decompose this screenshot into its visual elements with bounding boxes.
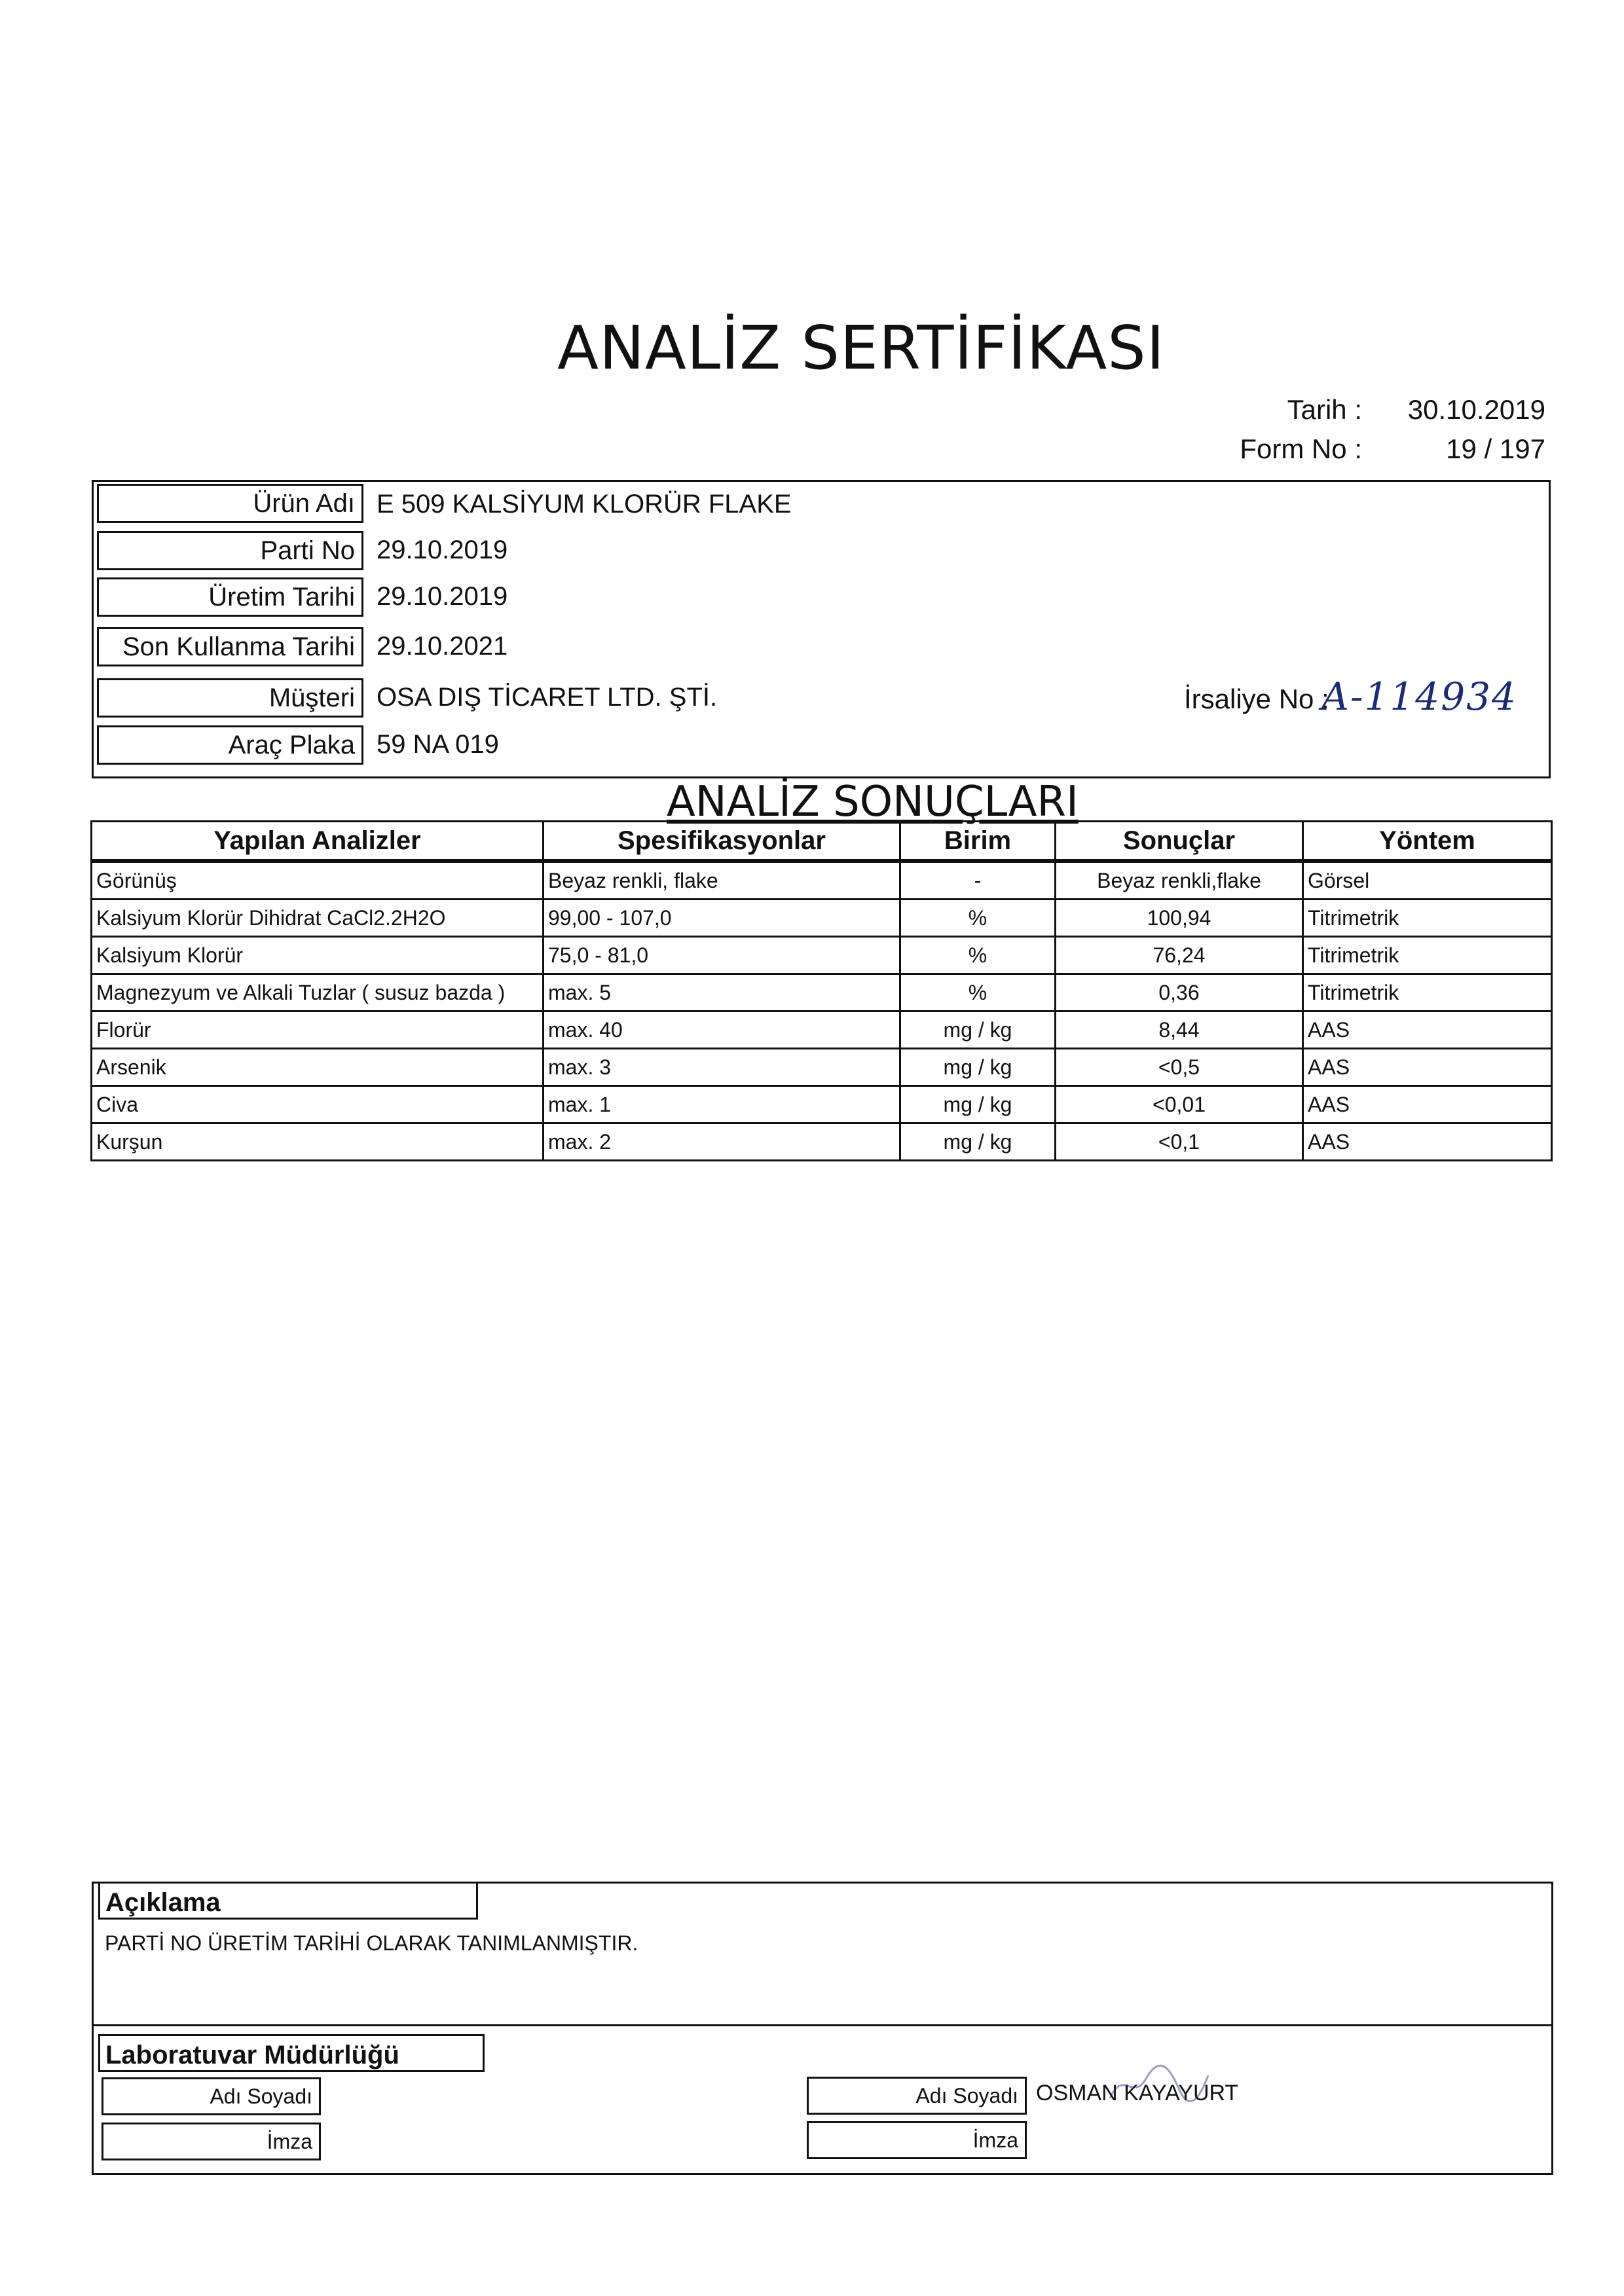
results-title: ANALİZ SONUÇLARI [667,778,1079,826]
method: AAS [1303,1123,1552,1161]
analysis-name: Magnezyum ve Alkali Tuzlar ( susuz bazda ) [92,974,544,1011]
product-name-label: Ürün Adı [97,484,363,523]
specification: max. 1 [544,1086,900,1123]
specification: 75,0 - 81,0 [544,937,900,974]
description-text: PARTİ NO ÜRETİM TARİHİ OLARAK TANIMLANMIŞTIR. [105,1931,638,1955]
expiry-date-label: Son Kullanma Tarihi [97,627,363,666]
method: AAS [1303,1011,1552,1049]
unit: % [900,937,1056,974]
table-row [92,937,1552,974]
table-row [92,1011,1552,1049]
vehicle-plate-value: 59 NA 019 [377,730,499,759]
col-header-analyses: Yapılan Analizler [92,822,544,862]
right-signature-label: İmza [807,2121,1027,2159]
method: AAS [1303,1049,1552,1086]
table-row [92,900,1552,937]
col-header-method: Yöntem [1303,822,1552,862]
waybill-no-handwritten: A-114934 [1321,674,1517,719]
lab-heading: Laboratuvar Müdürlüğü [98,2034,485,2072]
product-name-value: E 509 KALSİYUM KLORÜR FLAKE [377,490,792,519]
handwritten-signature [1107,2062,1211,2115]
waybill-no-label: İrsaliye No : [1184,683,1329,714]
batch-no-value: 29.10.2019 [377,536,508,564]
date-value: 30.10.2019 [1407,394,1545,425]
customer-value: OSA DIŞ TİCARET LTD. ŞTİ. [377,683,718,712]
unit: mg / kg [900,1086,1056,1123]
result: 0,36 [1056,974,1303,1011]
table-row [92,1123,1552,1161]
document-title: ANALİZ SERTİFİKASI [557,313,1165,383]
form-no-value: 19 / 197 [1446,433,1545,464]
method: Titrimetrik [1303,937,1552,974]
specification: max. 2 [544,1123,900,1161]
analysis-name: Kurşun [92,1123,544,1161]
table-row [92,974,1552,1011]
signature-scribble [1107,2062,1211,2108]
specification: max. 3 [544,1049,900,1086]
table-row [92,861,1552,900]
batch-no-label: Parti No [97,531,363,570]
analysis-name: Arsenik [92,1049,544,1086]
customer-label: Müşteri [97,678,363,718]
unit: % [900,900,1056,937]
production-date-value: 29.10.2019 [377,582,508,611]
results-table [90,820,1553,1161]
method: Görsel [1303,861,1552,900]
form-no-label: Form No : [1240,433,1362,464]
analysis-name: Florür [92,1011,544,1049]
analysis-name: Civa [92,1086,544,1123]
analysis-name: Kalsiyum Klorür Dihidrat CaCl2.2H2O [92,900,544,937]
method: Titrimetrik [1303,900,1552,937]
result: 100,94 [1056,900,1303,937]
lab-manager-name: OSMAN KAYAYURT [1036,2081,1239,2105]
table-row [92,1086,1552,1123]
unit: - [900,861,1056,900]
left-name-label: Adı Soyadı [101,2077,321,2115]
result: <0,1 [1056,1123,1303,1161]
col-header-results: Sonuçlar [1056,822,1303,862]
production-date-label: Üretim Tarihi [97,577,363,617]
right-name-label: Adı Soyadı [807,2077,1027,2115]
unit: mg / kg [900,1049,1056,1086]
method: AAS [1303,1086,1552,1123]
analysis-name: Kalsiyum Klorür [92,937,544,974]
expiry-date-value: 29.10.2021 [377,632,508,661]
result: 76,24 [1056,937,1303,974]
specification: max. 40 [544,1011,900,1049]
specification: max. 5 [544,974,900,1011]
specification: 99,00 - 107,0 [544,900,900,937]
result: <0,5 [1056,1049,1303,1086]
results-header-row [92,822,1552,862]
analysis-name: Görünüş [92,861,544,900]
table-row [92,1049,1552,1086]
unit: mg / kg [900,1011,1056,1049]
specification: Beyaz renkli, flake [544,861,900,900]
col-header-unit: Birim [900,822,1056,862]
col-header-specifications: Spesifikasyonlar [544,822,900,862]
description-heading: Açıklama [98,1882,478,1920]
result: 8,44 [1056,1011,1303,1049]
vehicle-plate-label: Araç Plaka [97,725,363,765]
result: Beyaz renkli,flake [1056,861,1303,900]
date-label: Tarih : [1287,394,1362,425]
unit: mg / kg [900,1123,1056,1161]
result: <0,01 [1056,1086,1303,1123]
unit: % [900,974,1056,1011]
method: Titrimetrik [1303,974,1552,1011]
left-signature-label: İmza [101,2123,321,2160]
